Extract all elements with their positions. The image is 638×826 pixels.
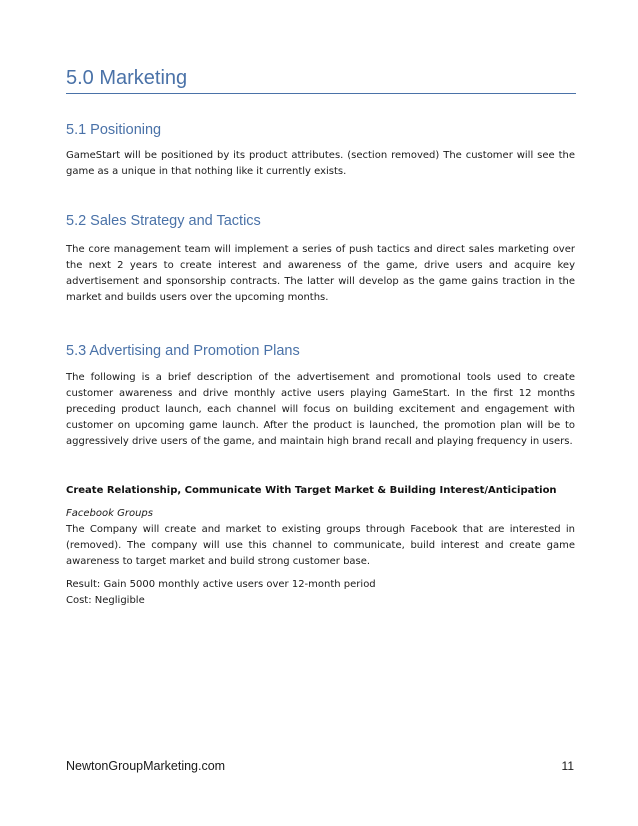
advertising-paragraph: The following is a brief description of the advertisement and promotional tools used to create customer awareness and drive monthly active users playing GameStart. In the first 12 months preceding product launch, each channel will focus on building excitement and engagement with customer on upcoming game launch. After the product is launched, the promotion plan will be to aggressively drive users of the game, and maintain high brand recall and playing frequency in users. (66, 372, 575, 447)
result-line: Result: Gain 5000 monthly active users over 12-month period (66, 579, 376, 590)
relationship-heading: Create Relationship, Communicate With Target Market & Building Interest/Anticipation (66, 485, 557, 496)
page-number: 11 (561, 759, 574, 773)
positioning-heading: 5.1 Positioning (66, 122, 162, 138)
section-heading-marketing: 5.0 Marketing (66, 66, 576, 94)
facebook-groups-subheading: Facebook Groups (66, 508, 153, 519)
cost-line: Cost: Negligible (66, 595, 145, 606)
footer-site: NewtonGroupMarketing.com (66, 759, 226, 773)
sales-strategy-heading: 5.2 Sales Strategy and Tactics (66, 213, 261, 229)
facebook-groups-paragraph: The Company will create and market to existing groups through Facebook that are interested in (removed). The company will use this channel to communicate, build interest and create game awareness to target market and build strong customer base. (66, 524, 575, 567)
sales-strategy-paragraph: The core management team will implement a series of push tactics and direct sales marketing over the next 2 years to create interest and awareness of the game, drive users and acquire key advertisement and sponsorship contracts. The latter will develop as the game gains traction in the market and builds users over the upcoming months. (66, 244, 575, 303)
advertising-heading: 5.3 Advertising and Promotion Plans (66, 343, 300, 359)
positioning-paragraph: GameStart will be positioned by its product attributes. (section removed) The customer will see the game as a unique in that nothing like it currently exists. (66, 150, 575, 177)
